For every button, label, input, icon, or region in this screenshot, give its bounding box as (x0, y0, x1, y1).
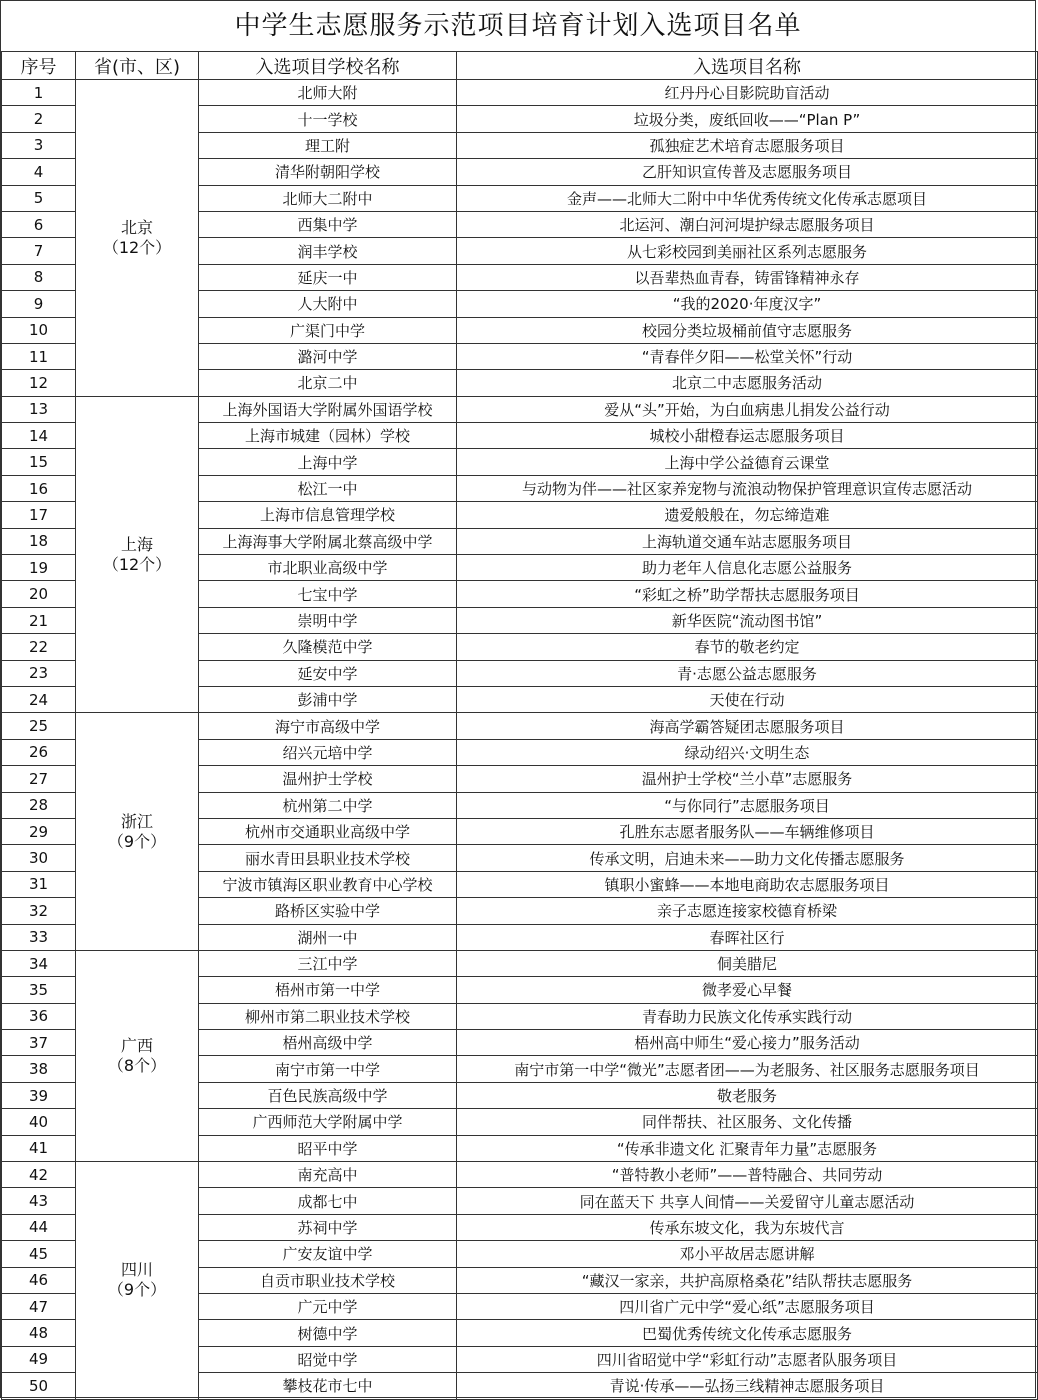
school-name: 延庆一中 (199, 264, 457, 290)
project-name: 春节的敬老约定 (457, 634, 1038, 660)
school-name: 南宁市第一中学 (199, 1056, 457, 1082)
project-name: “与你同行”志愿服务项目 (457, 792, 1038, 818)
region-cell (76, 80, 199, 397)
project-name: 上海中学公益德育云课堂 (457, 449, 1038, 475)
region-name: 浙江 (120, 811, 153, 831)
school-name: 北师大附 (199, 80, 457, 106)
school-name: 宁波市镇海区职业教育中心学校 (199, 871, 457, 897)
school-name: 上海外国语大学附属外国语学校 (199, 396, 457, 422)
row-index: 37 (2, 1030, 76, 1056)
school-name: 海宁市高级中学 (199, 713, 457, 739)
region-name: 四川 (120, 1260, 153, 1280)
project-name: 助力老年人信息化志愿公益服务 (457, 555, 1038, 581)
school-name: 昭平中学 (199, 1135, 457, 1161)
school-name: 西集中学 (199, 211, 457, 237)
row-index: 38 (2, 1056, 76, 1082)
row-index: 44 (2, 1214, 76, 1240)
row-index: 42 (2, 1162, 76, 1188)
row-index: 6 (2, 211, 76, 237)
project-name: 青·志愿公益志愿服务 (457, 660, 1038, 686)
row-index: 1 (2, 80, 76, 106)
project-name: 金声——北师大二附中中华优秀传统文化传承志愿项目 (457, 185, 1038, 211)
project-name: 垃圾分类，废纸回收——“Plan P” (457, 106, 1038, 132)
row-index: 49 (2, 1346, 76, 1372)
project-name: 海高学霸答疑团志愿服务项目 (457, 713, 1038, 739)
row-index: 16 (2, 475, 76, 501)
project-name: 北京二中志愿服务活动 (457, 370, 1038, 396)
row-index: 29 (2, 818, 76, 844)
row-index: 26 (2, 739, 76, 765)
row-index: 4 (2, 159, 76, 185)
school-name: 松江一中 (199, 475, 457, 501)
row-index: 25 (2, 713, 76, 739)
row-index: 10 (2, 317, 76, 343)
school-name: 路桥区实验中学 (199, 898, 457, 924)
project-name: 同在蓝天下 共享人间情——关爱留守儿童志愿活动 (457, 1188, 1038, 1214)
project-name: 新华医院“流动图书馆” (457, 607, 1038, 633)
school-name: 北师大二附中 (199, 185, 457, 211)
school-name: 攀枝花市七中 (199, 1373, 457, 1399)
row-index: 34 (2, 950, 76, 976)
project-name: 上海轨道交通车站志愿服务项目 (457, 528, 1038, 554)
school-name: 理工附 (199, 132, 457, 158)
row-index: 36 (2, 1003, 76, 1029)
row-index: 30 (2, 845, 76, 871)
page-title: 中学生志愿服务示范项目培育计划入选项目名单 (234, 11, 802, 41)
project-name: 梧州高中师生“爱心接力”服务活动 (457, 1030, 1038, 1056)
school-name: 上海海事大学附属北蔡高级中学 (199, 528, 457, 554)
project-name: 乙肝知识宣传普及志愿服务项目 (457, 159, 1038, 185)
school-name: 苏祠中学 (199, 1214, 457, 1240)
project-name: “传承非遗文化 汇聚青年力量”志愿服务 (457, 1135, 1038, 1161)
region-cell (76, 1162, 199, 1400)
region-count: （9个） (107, 831, 167, 851)
row-index: 32 (2, 898, 76, 924)
row-index: 14 (2, 423, 76, 449)
row-index: 39 (2, 1082, 76, 1108)
project-name: 邓小平故居志愿讲解 (457, 1241, 1038, 1267)
project-name: 巴蜀优秀传统文化传承志愿服务 (457, 1320, 1038, 1346)
project-table (1, 51, 1038, 1400)
school-name: 延安中学 (199, 660, 457, 686)
region-cell (76, 396, 199, 713)
school-name: 梧州高级中学 (199, 1030, 457, 1056)
project-name: “我的2020·年度汉字” (457, 291, 1038, 317)
row-index: 48 (2, 1320, 76, 1346)
row-index: 27 (2, 766, 76, 792)
row-index: 12 (2, 370, 76, 396)
project-name: 侗美腊尼 (457, 950, 1038, 976)
row-index: 20 (2, 581, 76, 607)
row-index: 8 (2, 264, 76, 290)
project-name: 青说·传承——弘扬三线精神志愿服务项目 (457, 1373, 1038, 1399)
school-name: 丽水青田县职业技术学校 (199, 845, 457, 871)
school-name: 彭浦中学 (199, 686, 457, 712)
row-index: 5 (2, 185, 76, 211)
row-index: 46 (2, 1267, 76, 1293)
row-index: 33 (2, 924, 76, 950)
school-name: 梧州市第一中学 (199, 977, 457, 1003)
school-name: 潞河中学 (199, 343, 457, 369)
school-name: 北京二中 (199, 370, 457, 396)
row-index: 22 (2, 634, 76, 660)
project-name: 从七彩校园到美丽社区系列志愿服务 (457, 238, 1038, 264)
row-index: 3 (2, 132, 76, 158)
school-name: 百色民族高级中学 (199, 1082, 457, 1108)
table-row (2, 1162, 1038, 1188)
school-name: 广安友谊中学 (199, 1241, 457, 1267)
project-name: 爱从“头”开始，为白血病患儿捐发公益行动 (457, 396, 1038, 422)
project-name: “普特教小老师”——普特融合、共同劳动 (457, 1162, 1038, 1188)
project-name: 北运河、潮白河河堤护绿志愿服务项目 (457, 211, 1038, 237)
row-index: 15 (2, 449, 76, 475)
row-index: 21 (2, 607, 76, 633)
region-count: （9个） (107, 1280, 167, 1300)
project-name: 微孝爱心早餐 (457, 977, 1038, 1003)
school-name: 湖州一中 (199, 924, 457, 950)
row-index: 40 (2, 1109, 76, 1135)
school-name: 绍兴元培中学 (199, 739, 457, 765)
school-name: 昭觉中学 (199, 1346, 457, 1372)
row-index: 17 (2, 502, 76, 528)
school-name: 广渠门中学 (199, 317, 457, 343)
project-name: 绿动绍兴·文明生态 (457, 739, 1038, 765)
table-body (2, 80, 1038, 1400)
project-name: 传承文明，启迪未来——助力文化传播志愿服务 (457, 845, 1038, 871)
school-name: 广元中学 (199, 1293, 457, 1319)
project-name: “青春伴夕阳——松堂关怀”行动 (457, 343, 1038, 369)
table-row (2, 950, 1038, 976)
row-index: 45 (2, 1241, 76, 1267)
region-name: 上海 (120, 534, 153, 554)
region-count: （12个） (102, 237, 172, 257)
school-name: 上海中学 (199, 449, 457, 475)
row-index: 11 (2, 343, 76, 369)
project-name: 传承东坡文化，我为东坡代言 (457, 1214, 1038, 1240)
project-name: 镇职小蜜蜂——本地电商助农志愿服务项目 (457, 871, 1038, 897)
row-index: 31 (2, 871, 76, 897)
school-name: 人大附中 (199, 291, 457, 317)
project-name: 敬老服务 (457, 1082, 1038, 1108)
row-index: 47 (2, 1293, 76, 1319)
row-index: 9 (2, 291, 76, 317)
region-name: 北京 (120, 217, 153, 237)
row-index: 41 (2, 1135, 76, 1161)
region-count: （12个） (102, 554, 172, 574)
school-name: 自贡市职业技术学校 (199, 1267, 457, 1293)
region-cell (76, 950, 199, 1161)
school-name: 久隆模范中学 (199, 634, 457, 660)
row-index: 13 (2, 396, 76, 422)
row-index: 50 (2, 1373, 76, 1399)
project-name: 孤独症艺术培育志愿服务项目 (457, 132, 1038, 158)
project-name: 四川省广元中学“爱心纸”志愿服务项目 (457, 1293, 1038, 1319)
row-index: 24 (2, 686, 76, 712)
school-name: 杭州第二中学 (199, 792, 457, 818)
school-name: 三江中学 (199, 950, 457, 976)
region-name: 广西 (120, 1035, 153, 1055)
row-index: 23 (2, 660, 76, 686)
school-name: 十一学校 (199, 106, 457, 132)
school-name: 杭州市交通职业高级中学 (199, 818, 457, 844)
table-row (2, 713, 1038, 739)
school-name: 七宝中学 (199, 581, 457, 607)
school-name: 清华附朝阳学校 (199, 159, 457, 185)
header-region: 省(市、区) (76, 52, 199, 80)
header-school: 入选项目学校名称 (199, 52, 457, 80)
project-name: 遗爱般般在，勿忘缔造难 (457, 502, 1038, 528)
project-name: 春晖社区行 (457, 924, 1038, 950)
project-name: 四川省昭觉中学“彩虹行动”志愿者队服务项目 (457, 1346, 1038, 1372)
school-name: 广西师范大学附属中学 (199, 1109, 457, 1135)
row-index: 7 (2, 238, 76, 264)
region-cell (76, 713, 199, 951)
header-project: 入选项目名称 (457, 52, 1038, 80)
school-name: 上海市信息管理学校 (199, 502, 457, 528)
project-name: “彩虹之桥”助学帮扶志愿服务项目 (457, 581, 1038, 607)
school-name: 崇明中学 (199, 607, 457, 633)
school-name: 树德中学 (199, 1320, 457, 1346)
project-name: 红丹丹心目影院助盲活动 (457, 80, 1038, 106)
region-count: （8个） (107, 1055, 167, 1075)
project-name: 校园分类垃圾桶前值守志愿服务 (457, 317, 1038, 343)
row-index: 19 (2, 555, 76, 581)
project-name: “藏汉一家亲，共护高原格桑花”结队帮扶志愿服务 (457, 1267, 1038, 1293)
school-name: 润丰学校 (199, 238, 457, 264)
table-row (2, 396, 1038, 422)
row-index: 35 (2, 977, 76, 1003)
project-name: 南宁市第一中学“微光”志愿者团——为老服务、社区服务志愿服务项目 (457, 1056, 1038, 1082)
school-name: 南充高中 (199, 1162, 457, 1188)
project-name: 与动物为伴——社区家养宠物与流浪动物保护管理意识宣传志愿活动 (457, 475, 1038, 501)
table-header-row (2, 52, 1038, 80)
school-name: 柳州市第二职业技术学校 (199, 1003, 457, 1029)
row-index: 2 (2, 106, 76, 132)
school-name: 温州护士学校 (199, 766, 457, 792)
row-index: 43 (2, 1188, 76, 1214)
school-name: 上海市城建（园林）学校 (199, 423, 457, 449)
project-name: 以吾辈热血青春，铸雷锋精神永存 (457, 264, 1038, 290)
project-name: 亲子志愿连接家校德育桥梁 (457, 898, 1038, 924)
school-name: 市北职业高级中学 (199, 555, 457, 581)
project-name: 孔胜东志愿者服务队——车辆维修项目 (457, 818, 1038, 844)
project-name: 温州护士学校“兰小草”志愿服务 (457, 766, 1038, 792)
row-index: 28 (2, 792, 76, 818)
project-name: 天使在行动 (457, 686, 1038, 712)
project-name: 青春助力民族文化传承实践行动 (457, 1003, 1038, 1029)
project-name: 同伴帮扶、社区服务、文化传播 (457, 1109, 1038, 1135)
project-name: 城校小甜橙春运志愿服务项目 (457, 423, 1038, 449)
table-row (2, 80, 1038, 106)
row-index: 18 (2, 528, 76, 554)
header-index: 序号 (2, 52, 76, 80)
school-name: 成都七中 (199, 1188, 457, 1214)
